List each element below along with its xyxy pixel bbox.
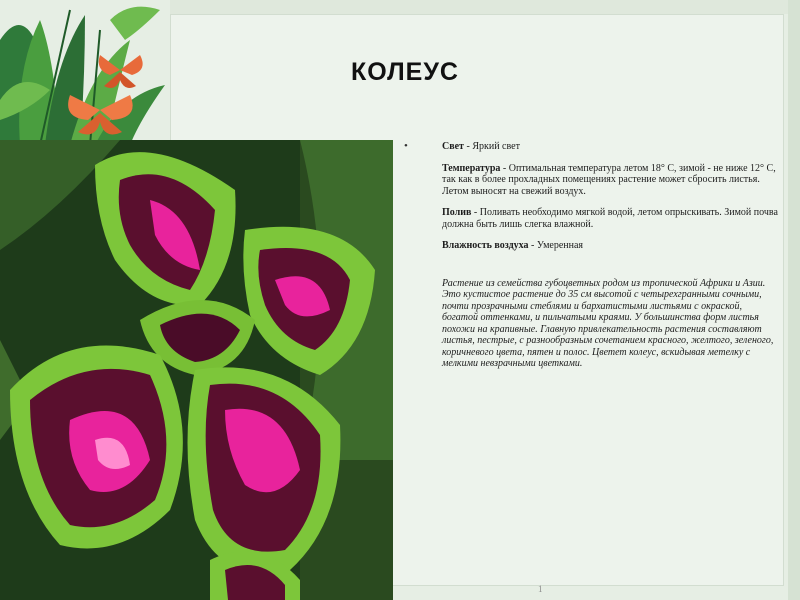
slide-title: КОЛЕУС — [351, 58, 459, 86]
watering-paragraph — [416, 207, 778, 230]
watering-label: Полив — [442, 207, 472, 218]
plant-description: Растение из семейства губоцветных родом из тропической Африки и Азии. Это кустистое растение до 35 см высотой с четырехгранными сочными, почти прозрачными стеблями и бархатистыми листьями с окраской, богатой оттенками, и пильчатыми краями. У большинства форм листья похожи на крапивные. Главную привлекательность растения составляют листья, пестрые, с разнообразным сочетанием красного, желтого, зеленого, коричневого цвета, пятен и полос. Цветет колеус, вскидывая метелку с мелкими невзрачными цветками. — [442, 277, 774, 369]
light-text: - Яркий свет — [463, 141, 520, 152]
slide-right-border — [788, 0, 800, 600]
humidity-label: Влажность воздуха — [442, 240, 529, 251]
leaves-butterflies-illustration — [0, 0, 170, 145]
humidity-text: - Умеренная — [528, 240, 584, 251]
coleus-plant-photo — [0, 140, 393, 600]
watering-text: - Поливать необходимо мягкой водой, летом опрыскивать. Зимой почва должна быть лишь слегка влажной. — [442, 207, 778, 230]
bullet-icon: • — [404, 140, 408, 152]
temperature-paragraph — [416, 163, 778, 198]
light-paragraph — [404, 140, 778, 153]
light-label: Свет — [442, 141, 464, 152]
care-text-block — [404, 140, 778, 370]
temperature-label: Температура — [442, 162, 501, 174]
temperature-text: - Оптимальная температура летом 18° С, зимой - не ниже 12° С, так как в более прохладных помещениях растение может сбросить листья. Летом выносят на свежий воздух. — [442, 162, 776, 197]
humidity-paragraph — [416, 240, 778, 252]
page-mark: 1 — [538, 584, 543, 594]
